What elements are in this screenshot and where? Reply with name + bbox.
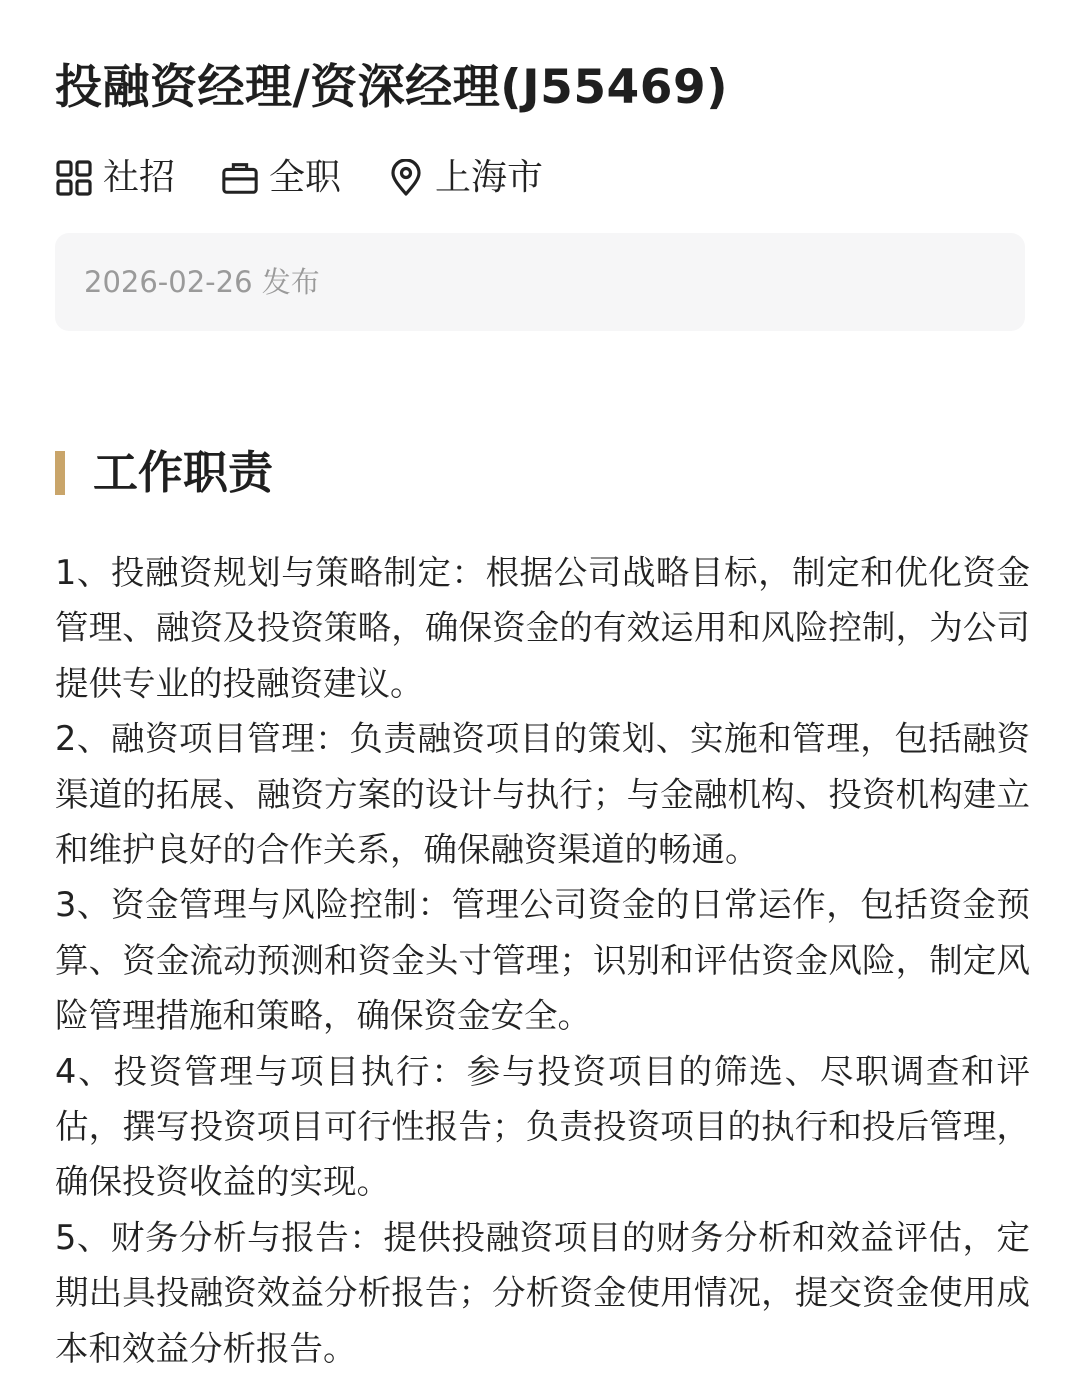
job-meta-row [55, 155, 589, 201]
employment-type-label: 全职 [269, 157, 342, 198]
duty-item: 4、投资管理与项目执行：参与投资项目的筛选、尽职调查和评估，撰写投资项目可行性报告；负责投资项目的执行和投后管理，确保投资收益的实现。 [55, 1051, 1030, 1202]
job-title: 投融资经理/资深经理(J55469) [55, 60, 729, 115]
publish-date: 2026-02-26 发布 [84, 265, 320, 299]
employment-type-tag [221, 155, 341, 201]
duty-item: 3、资金管理与风险控制：管理公司资金的日常运作，包括资金预算、资金流动预测和资金头寸管理；识别和评估资金风险，制定风险管理措施和策略，确保资金安全。 [55, 885, 1030, 1036]
briefcase-icon [221, 159, 259, 197]
publish-date-box [55, 233, 1025, 331]
location-tag [387, 155, 543, 201]
job-type-label: 社招 [103, 157, 176, 198]
duties-list [55, 545, 1030, 1376]
location-pin-icon [387, 159, 425, 197]
duty-item: 1、投融资规划与策略制定：根据公司战略目标，制定和优化资金管理、融资及投资策略，确保资金的有效运用和风险控制，为公司提供专业的投融资建议。 [55, 553, 1030, 703]
location-label: 上海市 [435, 157, 544, 198]
duty-item: 5、财务分析与报告：提供投融资项目的财务分析和效益评估，定期出具投融资效益分析报告；分析资金使用情况，提交资金使用成本和效益分析报告。 [55, 1217, 1030, 1368]
job-type-tag [55, 155, 175, 201]
section-accent-bar [55, 451, 65, 495]
section-title: 工作职责 [93, 446, 274, 499]
grid-icon [55, 159, 93, 197]
duty-item: 2、融资项目管理：负责融资项目的策划、实施和管理，包括融资渠道的拓展、融资方案的设计与执行；与金融机构、投资机构建立和维护良好的合作关系，确保融资渠道的畅通。 [55, 719, 1030, 870]
